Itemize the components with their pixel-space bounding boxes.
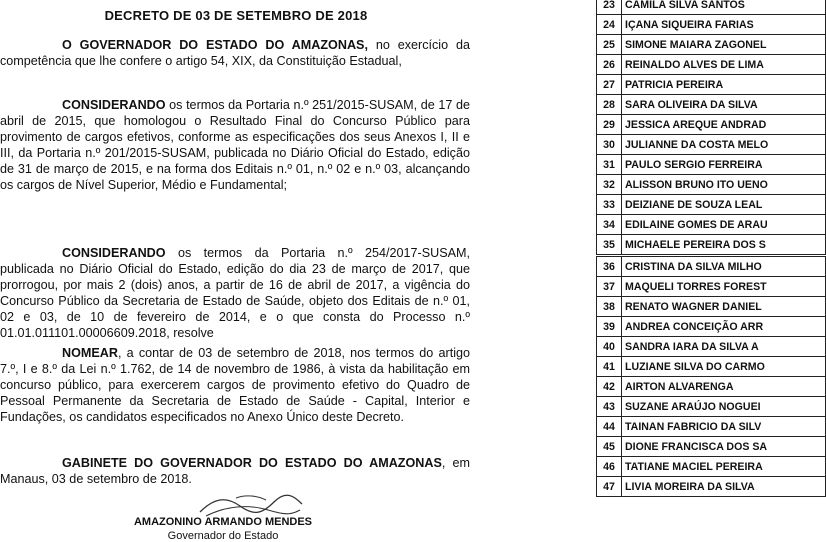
table-row [597,135,826,155]
row-number: 35 [597,235,622,256]
table-row [597,397,826,417]
row-number: 25 [597,35,622,55]
considerando-text-2: os termos da Portaria n.º 254/2017-SUSAM, publicada no Diário Oficial do Estado, edição do dia 23 de março de 2017, que prorrogou, por mais 2 (dois) anos, a partir de 16 de abril de 2017, a vigência do Concurso Público da Secretaria de Estado de Saúde, objeto dos Editais de n.º 01, 02 e 03, de 10 de fevereiro de 2014, e o que consta do Processo n.º 01.01.011101.00006609.2018, resolve [0,246,470,340]
nomear-paragraph [0,346,470,426]
candidate-name: TATIANE MACIEL PEREIRA [622,457,826,477]
governor-paragraph [0,38,470,70]
candidate-name: CAMILA SILVA SANTOS [622,0,826,15]
row-number: 38 [597,297,622,317]
row-number: 28 [597,95,622,115]
table-row [597,75,826,95]
decree-title: DECRETO DE 03 DE SETEMBRO DE 2018 [104,8,368,23]
table-row [597,337,826,357]
candidate-name: LUZIANE SILVA DO CARMO [622,357,826,377]
candidate-name: REINALDO ALVES DE LIMA [622,55,826,75]
row-number: 27 [597,75,622,95]
table-row [597,357,826,377]
row-number: 23 [597,0,622,15]
candidate-name: MAQUELI TORRES FOREST [622,277,826,297]
candidate-name: RENATO WAGNER DANIEL [622,297,826,317]
row-number: 36 [597,256,622,277]
row-number: 24 [597,15,622,35]
governor-text: no exercício da competência que lhe confere o artigo 54, XIX, da Constituição Estadual, [0,38,470,68]
considerando-paragraph-1 [0,98,470,193]
row-number: 43 [597,397,622,417]
candidate-name: DIONE FRANCISCA DOS SA [622,437,826,457]
row-number: 37 [597,277,622,297]
row-number: 31 [597,155,622,175]
candidate-name: ALISSON BRUNO ITO UENO [622,175,826,195]
considerando-text-1: os termos da Portaria n.º 251/2015-SUSAM, de 17 de abril de 2015, que homologou o Resultado Final do Concurso Público para provimento de cargos efetivos, conforme as especificações dos seus Anexos I, II e III, da Portaria n.º 201/2015-SUSAM, publicada no Diário Oficial do Estado, edição de 31 de março de 2015, e na forma dos Editais n.º 01, n.º 02 e n.º 03, alcançando os cargos de Nível Superior, Médio e Fundamental; [0,98,470,192]
candidate-name: TAINAN FABRICIO DA SILV [622,417,826,437]
candidate-name: CRISTINA DA SILVA MILHO [622,256,826,277]
candidate-name: JULIANNE DA COSTA MELO [622,135,826,155]
table-row [597,215,826,235]
gabinete-paragraph [0,456,470,488]
gabinete-lead: GABINETE DO GOVERNADOR DO ESTADO DO AMAZONAS [62,456,442,470]
candidate-name: MICHAELE PEREIRA DOS S [622,235,826,256]
row-number: 41 [597,357,622,377]
table-row [597,417,826,437]
gabinete-text: , em Manaus, 03 de setembro de 2018. [0,456,470,486]
table-row [597,235,826,256]
candidate-name: JESSICA AREQUE ANDRAD [622,115,826,135]
candidate-name: SARA OLIVEIRA DA SILVA [622,95,826,115]
row-number: 26 [597,55,622,75]
table-row [597,115,826,135]
table-row [597,175,826,195]
governor-lead: O GOVERNADOR DO ESTADO DO AMAZONAS, [62,38,368,52]
row-number: 39 [597,317,622,337]
row-number: 40 [597,337,622,357]
candidate-name: DEIZIANE DE SOUZA LEAL [622,195,826,215]
table-row [597,35,826,55]
row-number: 29 [597,115,622,135]
candidate-name: LIVIA MOREIRA DA SILVA [622,477,826,497]
row-number: 33 [597,195,622,215]
candidate-name: SIMONE MAIARA ZAGONEL [622,35,826,55]
considerando-lead-1: CONSIDERANDO [62,98,166,112]
signer-role: Governador do Estado [167,530,279,542]
candidate-name: EDILAINE GOMES DE ARAU [622,215,826,235]
row-number: 46 [597,457,622,477]
table-row [597,297,826,317]
annex-table-column [596,0,800,535]
table-row [597,195,826,215]
signer-name: AMAZONINO ARMANDO MENDES [133,516,313,528]
table-row [597,477,826,497]
nomear-text: , a contar de 03 de setembro de 2018, nos termos do artigo 7.º, I e 8.º da Lei n.º 1.762, de 14 de novembro de 1986, à vista da habilitação em concurso público, para exercerem cargos de provimento efetivo do Quadro de Pessoal Permanente da Secretaria de Estado de Saúde - Capital, Interior e Fundações, os candidatos especificados no Anexo Único deste Decreto. [0,346,470,424]
candidate-name: SUZANE ARAÚJO NOGUEI [622,397,826,417]
candidate-name: AIRTON ALVARENGA [622,377,826,397]
row-number: 34 [597,215,622,235]
row-number: 32 [597,175,622,195]
candidate-name: PAULO SERGIO FERREIRA [622,155,826,175]
candidate-name: ANDREA CONCEIÇÃO ARR [622,317,826,337]
table-row [597,457,826,477]
table-row [597,277,826,297]
candidate-name: IÇANA SIQUEIRA FARIAS [622,15,826,35]
table-row [597,256,826,277]
table-row [597,377,826,397]
row-number: 45 [597,437,622,457]
candidate-name: SANDRA IARA DA SILVA A [622,337,826,357]
table-row [597,0,826,15]
table-row [597,55,826,75]
table-row [597,317,826,337]
nomear-lead: NOMEAR [62,346,118,360]
considerando-lead-2: CONSIDERANDO [62,246,166,260]
row-number: 42 [597,377,622,397]
considerando-paragraph-2 [0,246,470,341]
row-number: 44 [597,417,622,437]
row-number: 30 [597,135,622,155]
row-number: 47 [597,477,622,497]
table-row [597,437,826,457]
annex-table [596,0,826,497]
table-row [597,95,826,115]
candidate-name: PATRICIA PEREIRA [622,75,826,95]
table-row [597,15,826,35]
table-row [597,155,826,175]
